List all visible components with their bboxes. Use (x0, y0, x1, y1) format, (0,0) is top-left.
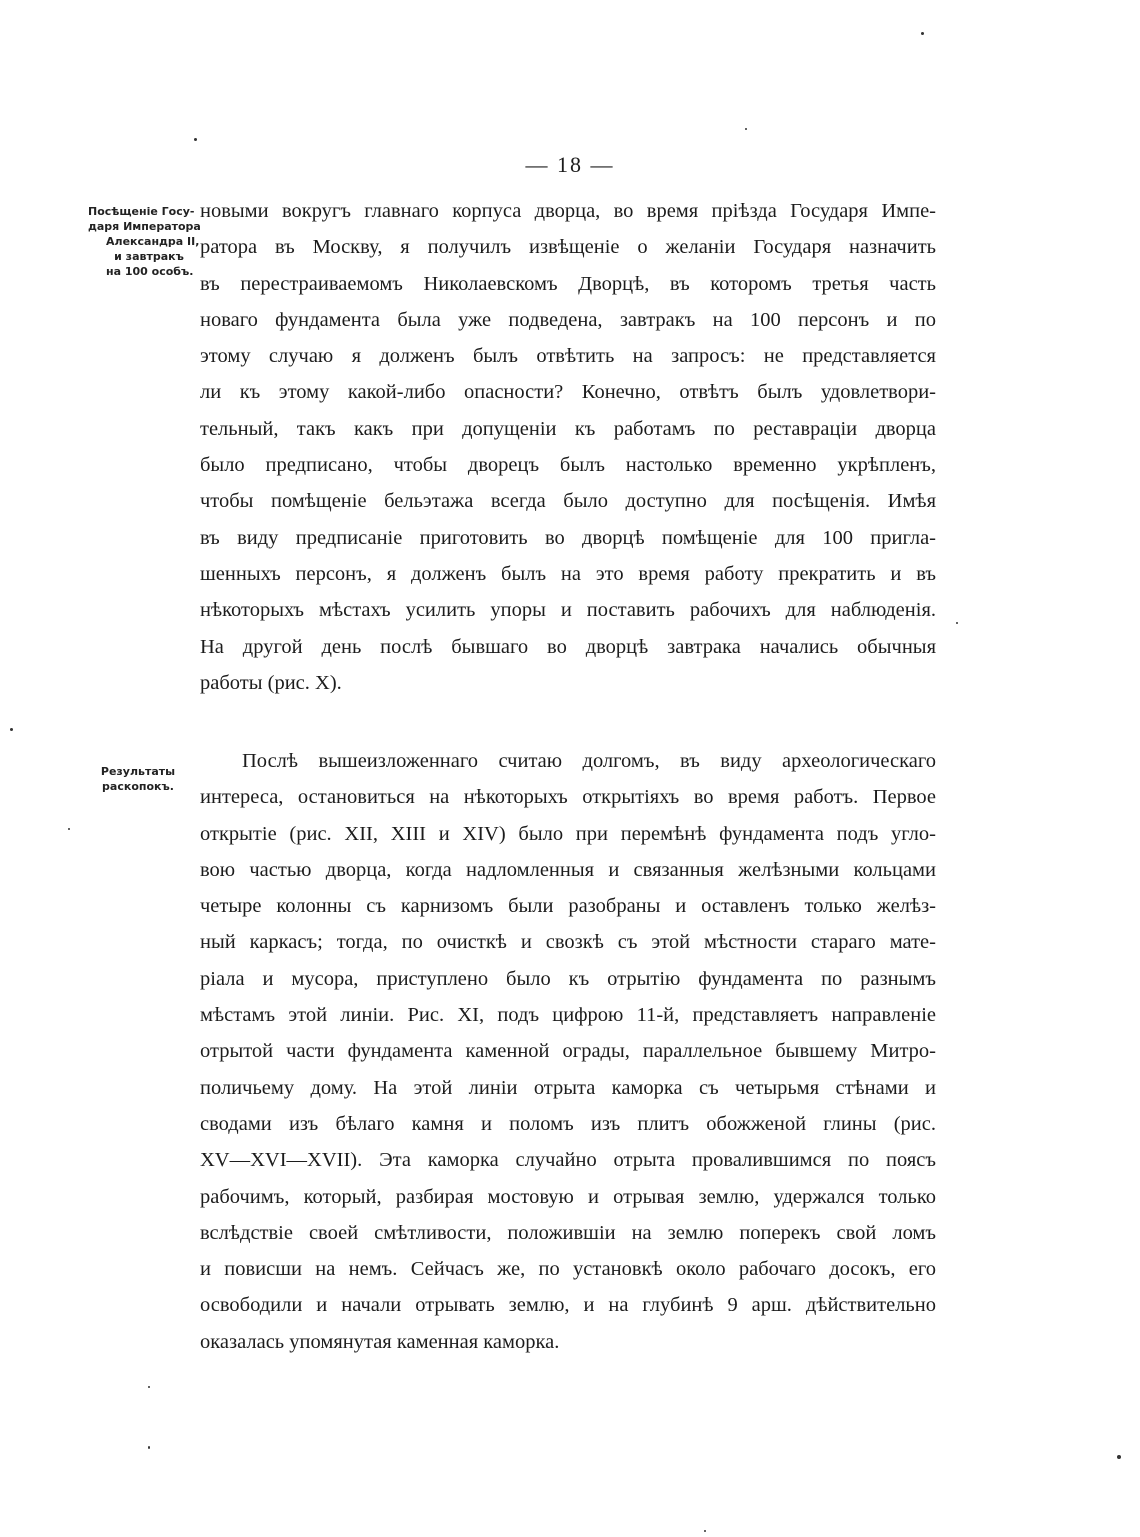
paragraph-1 (200, 193, 936, 701)
margin-note-visit (88, 204, 201, 279)
text-line: шенныхъ персонъ, я долженъ былъ на это время работу прекратить и въ (200, 562, 936, 585)
text-line: Послѣ вышеизложеннаго считаю долгомъ, въ виду археологическаго (242, 750, 936, 772)
text-line: ріала и мусора, приступлено было къ отрытію фундамента по разнымъ (200, 967, 936, 990)
text-line: работы (рис. X). (200, 671, 342, 694)
margin-note-line: даря Императора (88, 220, 201, 233)
text-line: XV—XVI—XVII). Эта каморка случайно отрыта провалившимся по поясъ (200, 1149, 936, 1172)
scan-speck (148, 1446, 150, 1449)
scan-speck (1117, 1455, 1121, 1459)
scan-speck (745, 128, 747, 130)
text-line: освободили и начали отрывать землю, и на глубинѣ 9 арш. дѣйствительно (200, 1294, 936, 1317)
scan-speck (704, 1530, 706, 1532)
scan-speck (194, 138, 197, 141)
text-line: въ виду предписаніе приготовить во дворцѣ помѣщеніе для 100 пригла- (200, 526, 936, 549)
text-line: тельный, такъ какъ при допущеніи къ работамъ по реставраціи дворца (200, 417, 936, 440)
margin-note-line: Результаты (100, 765, 176, 778)
scan-speck (956, 622, 958, 624)
scan-speck (68, 828, 70, 830)
paragraph-2 (200, 743, 936, 1360)
margin-note-line: на 100 особъ. (106, 265, 194, 278)
text-line: ратора въ Москву, я получилъ извѣщеніе о желаніи Государя назначить (200, 236, 936, 259)
text-line: новыми вокругъ главнаго корпуса дворца, во время пріѣзда Государя Импе- (200, 200, 936, 222)
scan-speck (148, 1386, 150, 1388)
scan-speck (921, 32, 924, 35)
margin-note-results (96, 764, 180, 794)
text-line: рабочимъ, который, разбирая мостовую и отрывая землю, удержался только (200, 1185, 936, 1208)
margin-note-line: раскопокъ. (102, 780, 174, 793)
text-line: было предписано, чтобы дворецъ былъ настолько временно укрѣпленъ, (200, 454, 936, 477)
page-number: — 18 — (525, 152, 615, 177)
text-line: и повисши на немъ. Сейчасъ же, по установкѣ около рабочаго досокъ, его (200, 1258, 936, 1281)
margin-note-line: Посѣщеніе Госу- (88, 205, 195, 218)
text-line: интереса, остановиться на нѣкоторыхъ открытіяхъ во время работъ. Первое (200, 786, 936, 809)
text-line: мѣстамъ этой линіи. Рис. XI, подъ цифрою 11-й, представляетъ направленіе (200, 1004, 936, 1027)
text-line: въ перестраиваемомъ Николаевскомъ Дворцѣ, въ которомъ третья часть (200, 272, 936, 295)
margin-note-line: Александра II, (106, 235, 200, 248)
scan-speck (10, 728, 13, 731)
text-line: нѣкоторыхъ мѣстахъ усилить упоры и поставить рабочихъ для наблюденія. (200, 599, 936, 622)
text-line: четыре колонны съ карнизомъ были разобраны и оставленъ только желѣз- (200, 895, 936, 918)
text-line: чтобы помѣщеніе бельэтажа всегда было доступно для посѣщенія. Имѣя (200, 490, 936, 513)
text-line: вслѣдствіе своей смѣтливости, положившіи на землю поперекъ свой ломъ (200, 1221, 936, 1244)
text-line: вою частью дворца, когда надломленныя и связанныя желѣзными кольцами (200, 858, 936, 881)
text-line: сводами изъ бѣлаго камня и поломъ изъ плитъ обожженой глины (рис. (200, 1112, 936, 1135)
text-line: На другой день послѣ бывшаго во дворцѣ завтрака начались обычныя (200, 635, 936, 658)
text-line: новаго фундамента была уже подведена, завтракъ на 100 персонъ и по (200, 308, 936, 331)
margin-note-line: и завтракъ (114, 250, 184, 263)
text-line: отрытой части фундамента каменной ограды, параллельное бывшему Митро- (200, 1040, 936, 1063)
text-line: ный каркасъ; тогда, по очисткѣ и свозкѣ съ этой мѣстности стараго мате- (200, 931, 936, 954)
text-line: этому случаю я долженъ былъ отвѣтить на запросъ: не представляется (200, 345, 936, 368)
text-line: ли къ этому какой-либо опасности? Конечно, отвѣтъ былъ удовлетвори- (200, 381, 936, 404)
text-line: оказалась упомянутая каменная каморка. (200, 1330, 560, 1353)
text-line: поличьему дому. На этой линіи отрыта каморка съ четырьмя стѣнами и (200, 1076, 936, 1099)
text-line: открытіе (рис. XII, XIII и XIV) было при перемѣнѣ фундамента подъ угло- (200, 822, 936, 845)
